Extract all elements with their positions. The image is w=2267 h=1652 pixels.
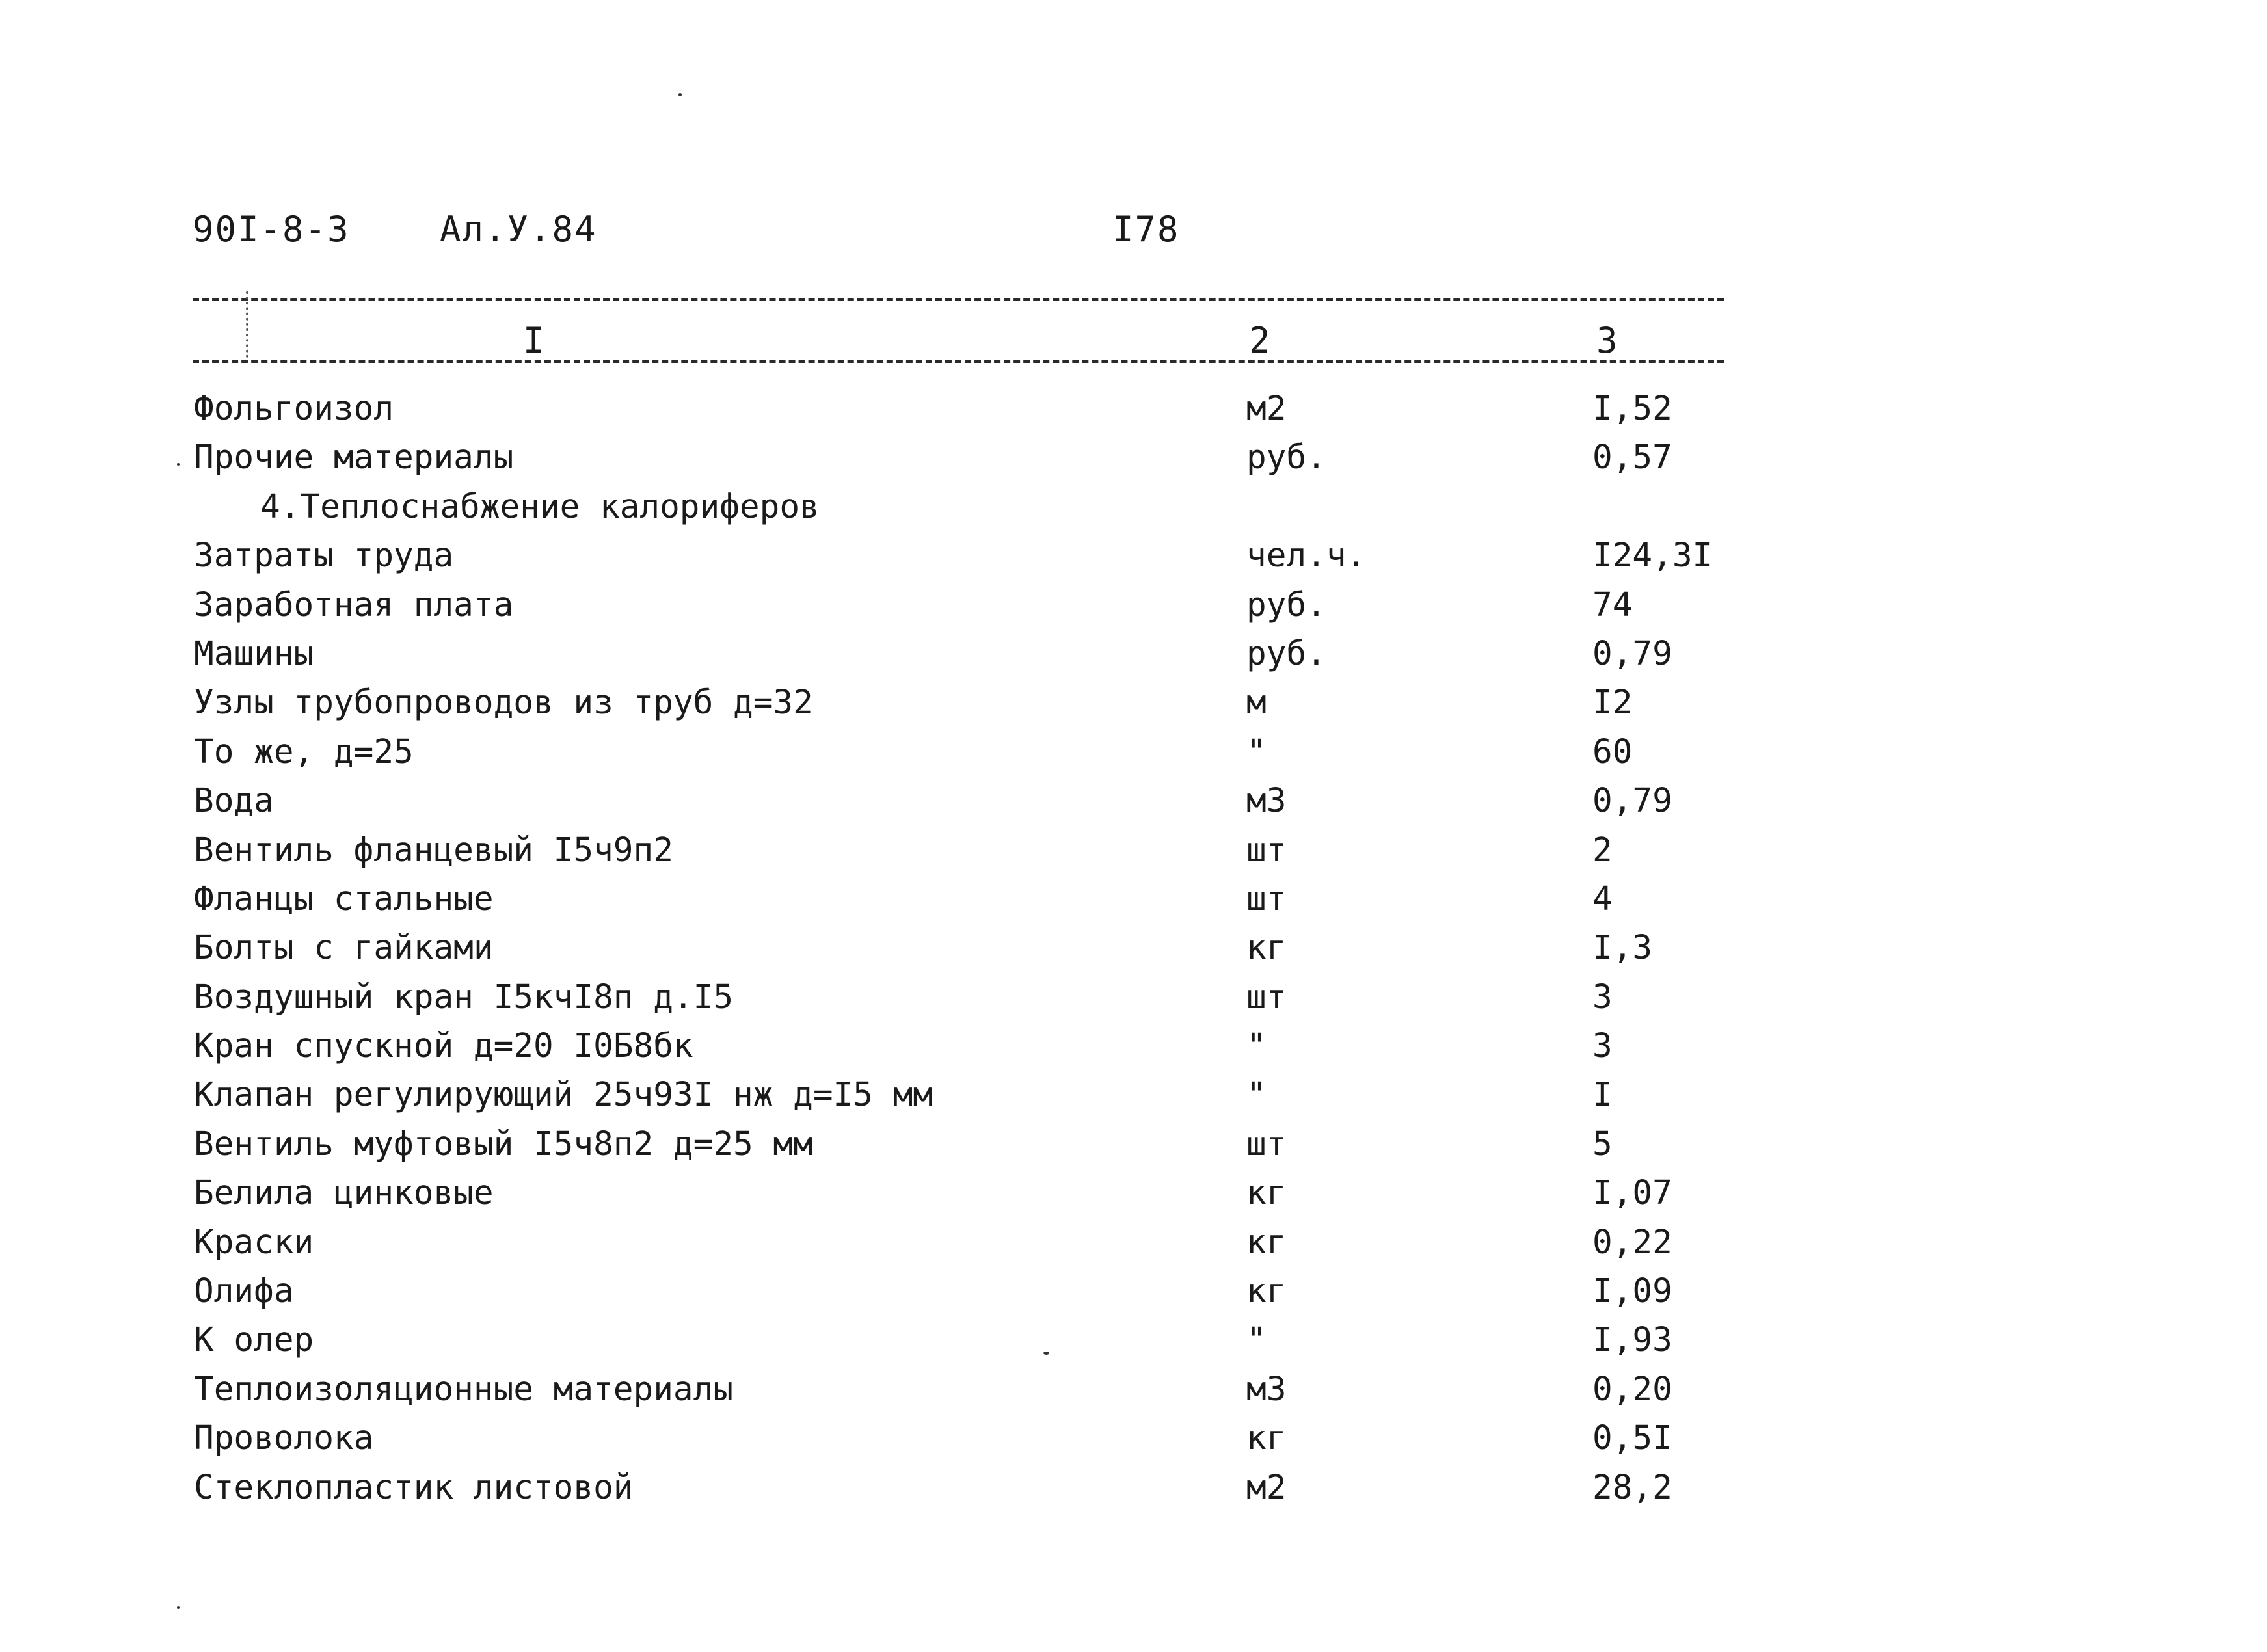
table-row — [0, 581, 2267, 630]
item-unit: м2 — [1246, 1468, 1287, 1507]
column-number-2: 2 — [1246, 321, 1273, 360]
table-row — [0, 1463, 2267, 1512]
item-value: 3 — [1592, 1027, 1613, 1066]
table-row — [0, 1071, 2267, 1119]
table-row — [0, 1022, 2267, 1071]
column-number-3: 3 — [1594, 321, 1620, 360]
table-row — [0, 1169, 2267, 1218]
table-row — [0, 777, 2267, 825]
table-row — [0, 1218, 2267, 1267]
item-name: Стеклопластик листовой — [194, 1468, 634, 1507]
item-value: I,3 — [1592, 929, 1653, 968]
item-name: Клапан регулирующий 25ч93I нж д=I5 мм — [194, 1076, 933, 1115]
table-row — [0, 728, 2267, 777]
table-row — [0, 1414, 2267, 1463]
item-unit: кг — [1246, 929, 1287, 968]
item-name: Проволока — [194, 1419, 374, 1458]
page-header — [193, 207, 1363, 252]
item-unit: кг — [1246, 1419, 1287, 1458]
item-name: Белила цинковые — [194, 1174, 494, 1213]
item-unit: шт — [1246, 1125, 1287, 1164]
item-unit: м3 — [1246, 1370, 1287, 1409]
item-value: I2 — [1592, 684, 1633, 723]
item-unit: м2 — [1246, 390, 1287, 428]
item-name: 4.Теплоснабжение калориферов — [260, 487, 820, 526]
item-name: Олифа — [194, 1272, 294, 1311]
item-unit: шт — [1246, 879, 1287, 918]
column-separator-dots — [246, 291, 248, 363]
item-value: I,07 — [1592, 1174, 1672, 1213]
item-value: 0,79 — [1592, 634, 1672, 673]
table-row — [0, 924, 2267, 972]
table-row — [0, 630, 2267, 678]
item-name: Машины — [194, 634, 314, 673]
item-name: Фланцы стальные — [194, 879, 494, 918]
table-row — [0, 433, 2267, 482]
table-row — [0, 875, 2267, 924]
item-value: 0,20 — [1592, 1370, 1672, 1409]
item-name: Воздушный кран I5кчI8п д.I5 — [194, 978, 734, 1017]
item-value: 4 — [1592, 879, 1613, 918]
table-header-rule — [193, 360, 1724, 363]
item-value: 0,5I — [1592, 1419, 1672, 1458]
item-unit: чел.ч. — [1246, 537, 1367, 576]
table-row — [0, 973, 2267, 1022]
item-unit: " — [1246, 1321, 1267, 1360]
item-value: 74 — [1592, 585, 1633, 624]
item-unit: м — [1246, 684, 1267, 723]
item-unit: шт — [1246, 978, 1287, 1017]
scan-speck — [1043, 1352, 1049, 1355]
item-value: I,93 — [1592, 1321, 1672, 1360]
table-body — [0, 384, 2267, 1512]
document-code: 90I-8-3 — [193, 209, 350, 250]
item-unit: м3 — [1246, 782, 1287, 821]
item-value: I,52 — [1592, 390, 1672, 428]
item-unit: кг — [1246, 1272, 1287, 1311]
album-number: Ал.У.84 — [440, 209, 597, 250]
table-row — [0, 1120, 2267, 1169]
item-name: То же, д=25 — [194, 732, 414, 771]
table-row — [0, 1316, 2267, 1365]
item-value: I — [1592, 1076, 1613, 1115]
scan-speck — [678, 93, 682, 96]
item-name: Фольгоизол — [194, 390, 394, 428]
item-value: 28,2 — [1592, 1468, 1672, 1507]
item-value: I24,3I — [1592, 537, 1713, 576]
item-name: Прочие материалы — [194, 438, 514, 477]
table-row — [0, 1267, 2267, 1316]
item-unit: руб. — [1246, 438, 1326, 477]
column-number-1: I — [520, 321, 547, 360]
scan-speck — [177, 1606, 180, 1609]
table-row — [0, 1365, 2267, 1414]
item-name: Вода — [194, 782, 274, 821]
item-value: I,09 — [1592, 1272, 1672, 1311]
page-number: I78 — [1112, 209, 1180, 250]
table-row — [0, 678, 2267, 727]
item-value: 60 — [1592, 732, 1633, 771]
item-value: 0,79 — [1592, 782, 1672, 821]
item-name: К олер — [194, 1321, 314, 1360]
item-unit: руб. — [1246, 585, 1326, 624]
table-row — [0, 826, 2267, 875]
item-value: 5 — [1592, 1125, 1613, 1164]
item-name: Теплоизоляционные материалы — [194, 1370, 734, 1409]
item-name: Заработная плата — [194, 585, 514, 624]
item-name: Краски — [194, 1223, 314, 1262]
scan-speck — [177, 463, 180, 466]
item-name: Вентиль фланцевый I5ч9п2 — [194, 831, 673, 870]
item-value: 3 — [1592, 978, 1613, 1017]
item-unit: шт — [1246, 831, 1287, 870]
item-unit: " — [1246, 1027, 1267, 1066]
item-name: Затраты труда — [194, 537, 454, 576]
item-unit: " — [1246, 1076, 1267, 1115]
item-name: Кран спускной д=20 I0Б8бк — [194, 1027, 693, 1066]
item-unit: кг — [1246, 1174, 1287, 1213]
item-value: 0,57 — [1592, 438, 1672, 477]
item-name: Вентиль муфтовый I5ч8п2 д=25 мм — [194, 1125, 813, 1164]
item-name: Узлы трубопроводов из труб д=32 — [194, 684, 813, 723]
item-unit: кг — [1246, 1223, 1287, 1262]
item-unit: " — [1246, 732, 1267, 771]
section-heading-row — [0, 483, 2267, 531]
table-row — [0, 531, 2267, 580]
item-unit: руб. — [1246, 634, 1326, 673]
item-value: 0,22 — [1592, 1223, 1672, 1262]
table-top-rule — [193, 298, 1724, 301]
item-value: 2 — [1592, 831, 1613, 870]
table-row — [0, 384, 2267, 433]
item-name: Болты с гайками — [194, 929, 494, 968]
